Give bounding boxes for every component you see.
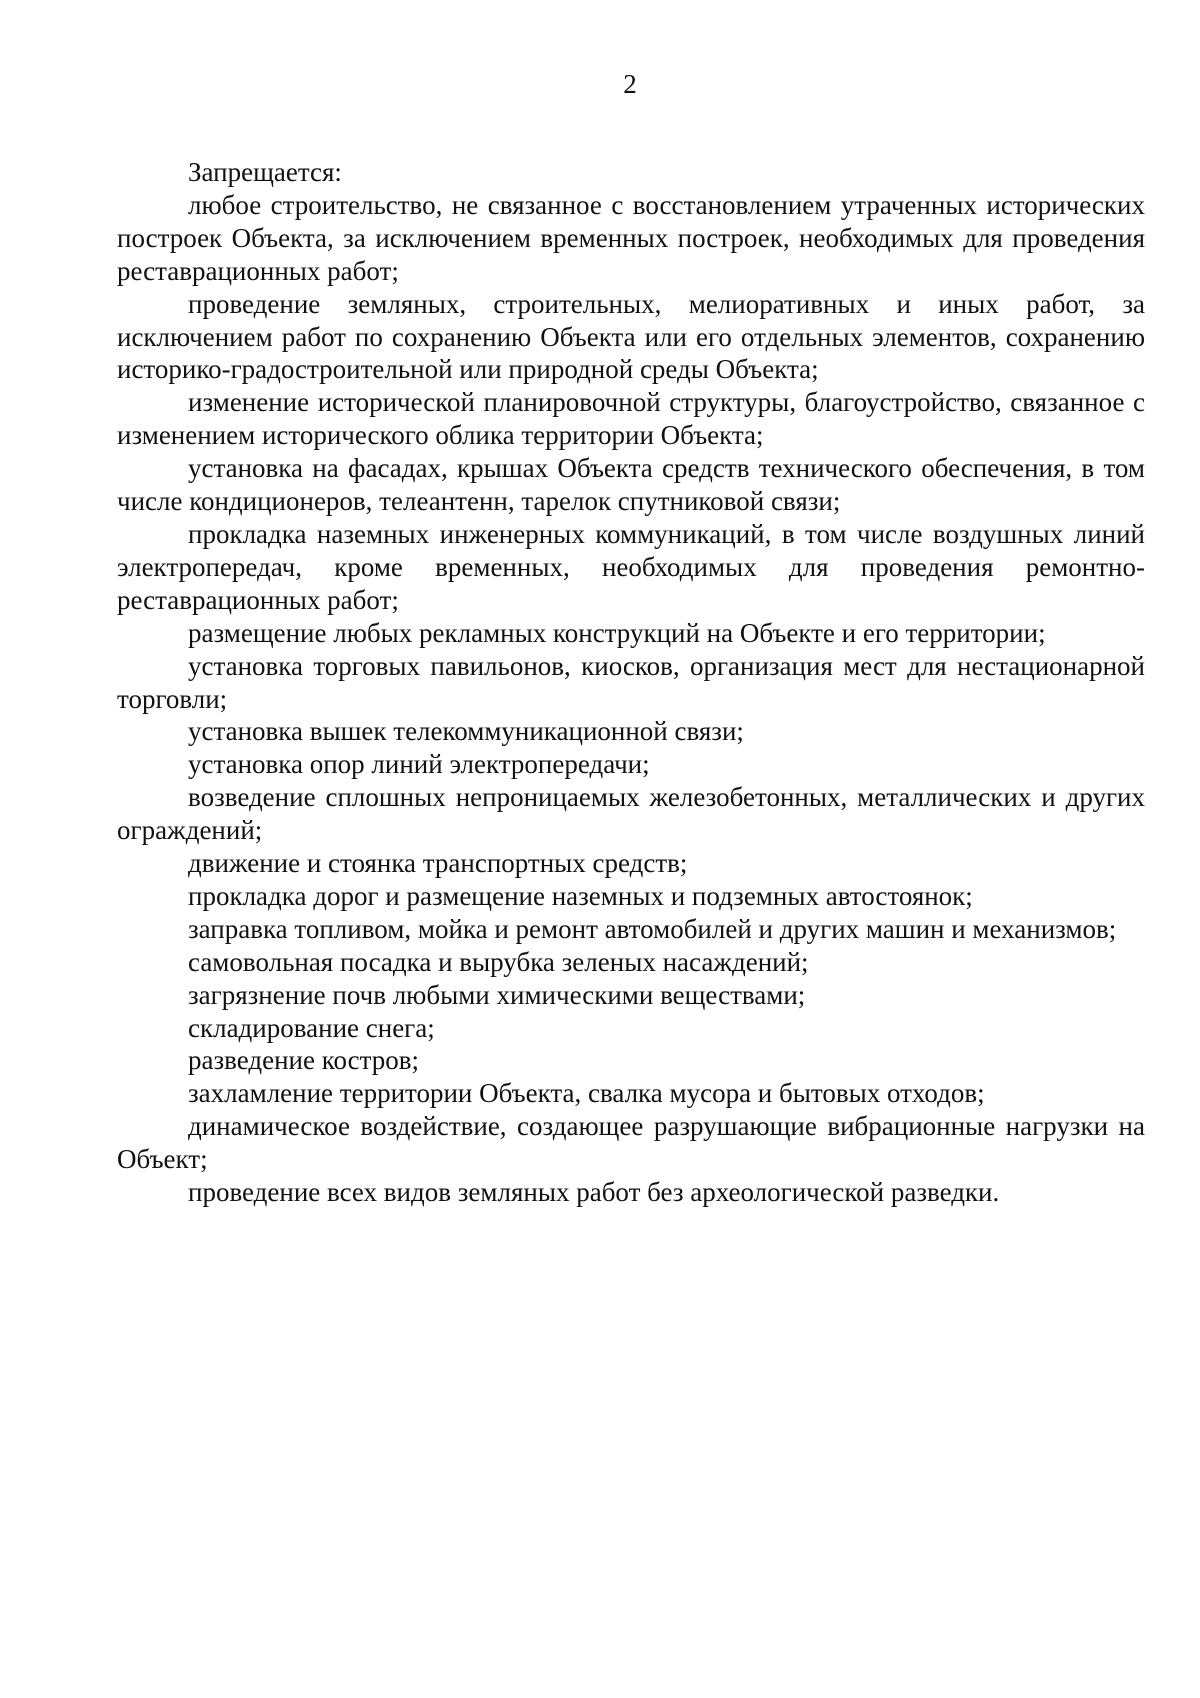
- paragraph: захламление территории Объекта, свалка мусора и бытовых отходов;: [188, 1078, 985, 1109]
- paragraph: проведение всех видов земляных работ без археологической разведки.: [188, 1177, 1000, 1208]
- paragraph: заправка топливом, мойка и ремонт автомобилей и других машин и механизмов;: [188, 913, 1117, 944]
- paragraph: любое строительство, не связанное с восстановлением утраченных исторических построек Объекта, за исключением временных построек, необходимых для проведения реставрационных работ;: [117, 189, 1145, 286]
- paragraph: складирование снега;: [188, 1012, 435, 1043]
- document-body: [117, 156, 1145, 1209]
- paragraph: разведение костров;: [188, 1045, 420, 1076]
- paragraph: движение и стоянка транспортных средств;: [188, 848, 688, 879]
- paragraph: установка торговых павильонов, киосков, организация мест для нестационарной торговли;: [117, 650, 1145, 714]
- paragraph: установка вышек телекоммуникационной связи;: [188, 716, 744, 747]
- paragraph: прокладка наземных инженерных коммуникаций, в том числе воздушных линий электропередач, кроме временных, необходимых для проведения ремонтно-реставрационных работ;: [117, 518, 1145, 615]
- paragraph: прокладка дорог и размещение наземных и подземных автостоянок;: [188, 880, 973, 911]
- paragraph: возведение сплошных непроницаемых железобетонных, металлических и других ограждений;: [117, 782, 1145, 846]
- paragraph: установка опор линий электропередачи;: [188, 749, 650, 780]
- paragraph-heading: Запрещается:: [188, 157, 342, 187]
- paragraph: динамическое воздействие, создающее разрушающие вибрационные нагрузки на Объект;: [117, 1111, 1145, 1175]
- page-number: 2: [623, 69, 637, 99]
- paragraph: размещение любых рекламных конструкций на Объекте и его территории;: [188, 617, 1046, 648]
- paragraph: загрязнение почв любыми химическими веществами;: [188, 979, 806, 1010]
- paragraph: изменение исторической планировочной структуры, благоустройство, связанное с изменением исторического облика территории Объекта;: [117, 387, 1145, 451]
- paragraph: проведение земляных, строительных, мелиоративных и иных работ, за исключением работ по сохранению Объекта или его отдельных элементов, сохранению историко-градостроительной или природной среды Объекта;: [117, 288, 1145, 385]
- paragraph: самовольная посадка и вырубка зеленых насаждений;: [188, 946, 809, 977]
- paragraph: установка на фасадах, крышах Объекта средств технического обеспечения, в том числе кондиционеров, телеантенн, тарелок спутниковой связи;: [117, 453, 1145, 517]
